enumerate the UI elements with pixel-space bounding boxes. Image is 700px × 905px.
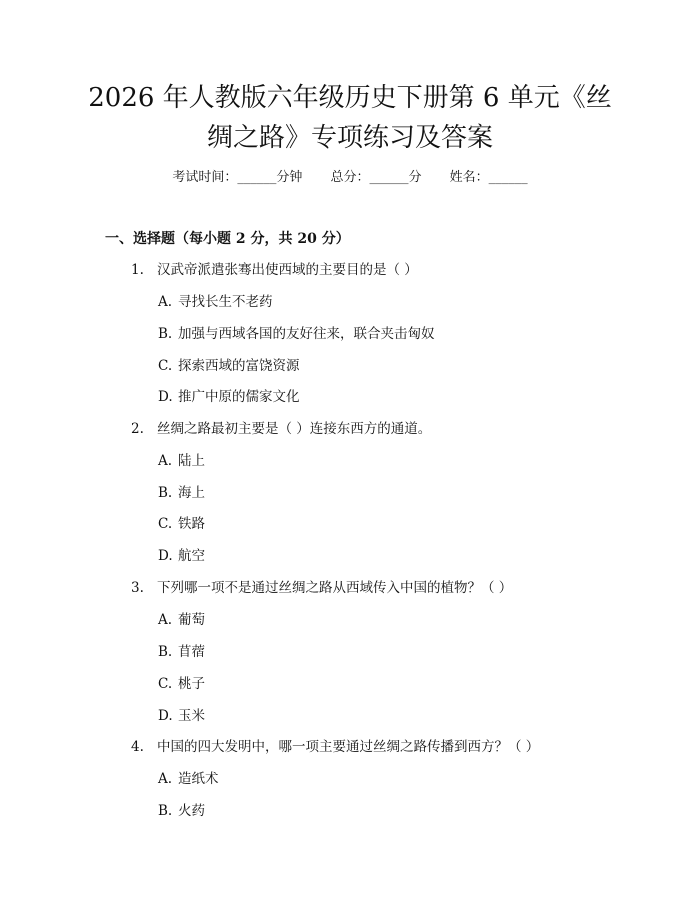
question-4-option-a	[158, 769, 219, 789]
question-4-option-b	[158, 801, 205, 821]
option-text: 葡萄	[178, 612, 205, 628]
option-letter: C.	[158, 358, 173, 374]
option-letter: D.	[158, 708, 173, 724]
question-3-option-d	[158, 706, 205, 726]
question-2-option-b	[158, 483, 205, 503]
question-text: 丝绸之路最初主要是（ ）连接东西方的通道。	[157, 421, 432, 437]
title-line-2: 绸之路》专项练习及答案	[206, 123, 493, 153]
option-text: 海上	[178, 485, 205, 501]
section-heading: 一、选择题（每小题 2 分，共 20 分）	[105, 231, 350, 247]
question-2-option-d	[158, 546, 205, 566]
option-text: 火药	[178, 803, 205, 819]
option-letter: A.	[158, 771, 173, 787]
option-letter: A.	[158, 612, 173, 628]
option-letter: B.	[158, 644, 173, 660]
exam-info-row	[0, 168, 700, 188]
option-text: 加强与西域各国的友好往来，联合夹击匈奴	[178, 326, 435, 342]
option-text: 苜蓿	[178, 644, 205, 660]
question-number: 3.	[131, 580, 144, 596]
question-2	[131, 419, 431, 439]
question-1-option-c	[158, 356, 300, 376]
option-letter: B.	[158, 326, 173, 342]
option-letter: A.	[158, 453, 173, 469]
question-3-option-c	[158, 674, 205, 694]
option-text: 探索西域的富饶资源	[178, 358, 300, 374]
option-letter: C.	[158, 516, 173, 532]
option-text: 航空	[178, 548, 205, 564]
student-name-field: 姓名：______	[449, 170, 528, 185]
option-letter: D.	[158, 389, 173, 405]
question-number: 2.	[131, 421, 144, 437]
option-text: 玉米	[178, 708, 205, 724]
question-2-option-c	[158, 514, 205, 534]
question-3-option-a	[158, 610, 205, 630]
option-text: 推广中原的儒家文化	[178, 389, 300, 405]
question-text: 中国的四大发明中，哪一项主要通过丝绸之路传播到西方？（ ）	[157, 739, 540, 755]
option-letter: B.	[158, 485, 173, 501]
option-letter: D.	[158, 548, 173, 564]
option-text: 桃子	[178, 676, 205, 692]
question-3-option-b	[158, 642, 205, 662]
option-text: 造纸术	[178, 771, 219, 787]
option-text: 寻找长生不老药	[178, 294, 273, 310]
question-3	[131, 578, 512, 598]
question-number: 1.	[131, 262, 144, 278]
option-letter: A.	[158, 294, 173, 310]
total-score-field: 总分：______分	[330, 170, 422, 185]
option-text: 陆上	[178, 453, 205, 469]
page-title	[60, 78, 640, 158]
question-text: 汉武帝派遣张骞出使西域的主要目的是（ ）	[157, 262, 418, 278]
question-text: 下列哪一项不是通过丝绸之路从西域传入中国的植物？（ ）	[157, 580, 513, 596]
option-letter: C.	[158, 676, 173, 692]
option-text: 铁路	[178, 516, 205, 532]
question-4	[131, 737, 539, 757]
question-number: 4.	[131, 739, 144, 755]
exam-time-field: 考试时间：______分钟	[172, 170, 303, 185]
option-letter: B.	[158, 803, 173, 819]
question-1-option-b	[158, 324, 435, 344]
question-1	[131, 260, 418, 280]
question-1-option-a	[158, 292, 273, 312]
question-1-option-d	[158, 387, 300, 407]
question-2-option-a	[158, 451, 205, 471]
title-line-1: 2026 年人教版六年级历史下册第 6 单元《丝	[88, 83, 612, 113]
